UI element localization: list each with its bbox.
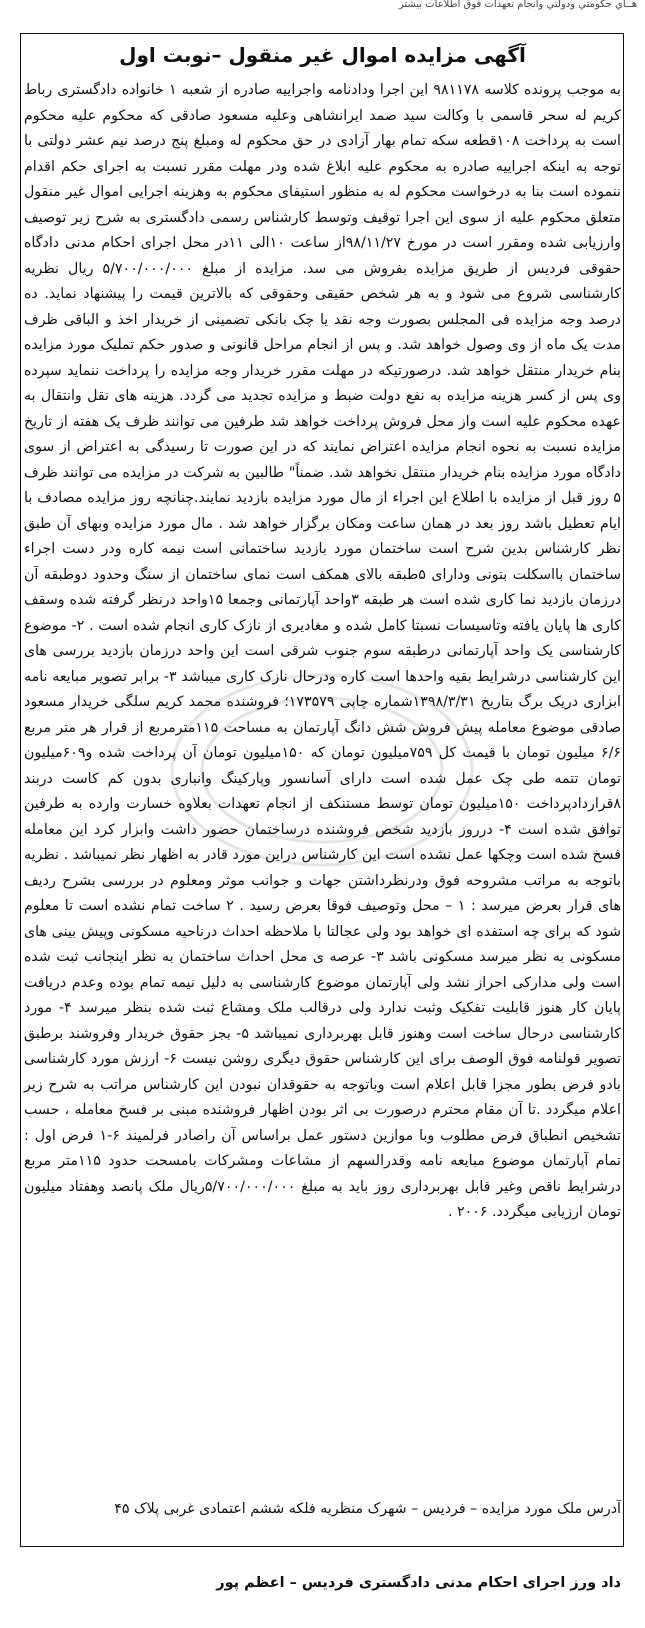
notice-title: آگهی مزایده اموال غیر منقول –نوبت اول bbox=[119, 43, 526, 67]
signature-line: داد ورز اجرای احکام مدنی دادگستری فردیس – اعظم پور bbox=[216, 1575, 621, 1591]
property-address: آدرس ملک مورد مزایده – فردیس – شهرک منظریه فلکه ششم اعتمادی غربی پلاک ۴۵ bbox=[114, 1501, 621, 1517]
notice-body: به موجب پرونده کلاسه ۹۸۱۱۷۸ این اجرا ودادنامه واجراییه صادره از شعبه ۱ خانواده دادگستری رباط کریم له سحر قاسمی با وکالت سید صمد ایرانشاهی وعلیه مسعود صادقی که محکوم علیه محکوم است به پرداخت ۱۰۸قطعه سکه تمام بهار آزادی در حق محکوم له ومبلغ پنج درصد نیم عشر دولتی با توجه به اینکه اجراییه صادره به محکوم علیه ابلاغ شده ودر مهلت مقرر نسبت به اجرای حکم اقدام ننموده است بنا به درخواست محکوم له به منظور استیفای محکوم به وهزینه اجرایی اموال غیر منقول متعلق محکوم علیه از سوی این اجرا توقیف وتوسط کارشناس رسمی دادگستری به شرح زیر توصیف وارزیابی شده ومقرر است در مورخ ۹۸/۱۱/۲۷از ساعت ۱۰الی ۱۱در محل اجرای احکام مدنی دادگاه حقوقی فردیس از طریق مزایده بفروش می سد. مزایده از مبلغ ۵/۷۰۰/۰۰۰/۰۰۰ ریال نظریه کارشناسی شروع می شود و به هر شخص حقیقی وحقوقی که بالاترین قیمت را پیشنهاد نماید. ده درصد وجه مزایده فی المجلس بصورت وجه نقد یا چک بانکی تضمینی از خریدار اخذ و الباقی ظرف مدت یک ماه از وی وصول خواهد شد. و پس از انجام مراحل قانونی و صدور حکم تملیک مورد مزایده بنام خریدار منتقل خواهد شد. درصورتیکه در مهلت مقرر خریدار وجه مزایده را پرداخت ننماید سپرده وی پس از کسر هزینه مزایده به نفع دولت ضبط و مزایده تجدید می گردد. هزینه های نقل وانتقال به عهده محکوم علیه است واز محل فروش پرداخت خواهد شد طرفین می توانند ظرف یک هفته از تاریخ مزایده نسبت به نحوه انجام مزایده اعتراض نمایند که در این صورت تا رسیدگی به اعتراض از سوی دادگاه مورد مزایده بنام خریدار منتقل نخواهد شد. ضمناً" طالبین به شرکت در مزایده می توانند ظرف ۵ روز قبل از مزایده با اطلاع این اجراء از مال مورد مزایده بازدید نمایند.چنانچه روز مزایده مصادف با ایام تعطیل باشد روز بعد در همان ساعت ومکان برگزار خواهد شد . مال مورد مزایده وبهای آن طبق نظر کارشناس بدین شرح است ساختمان مورد بازدید ساختمانی است نیمه کاره ودر دست اجراء ساختمان بااسکلت بتونی ودارای ۵طبقه بالای همکف است نمای ساختمان از سنگ وحدود دوطبقه آن درزمان بازدید نما کاری شده است هر طبقه ۳واحد آپارتمانی وجمعا ۱۵واحد درنظر گرفته شده وسقف کاری ها پایان یافته وتاسیسات نسبتا کامل شده و مغادیری از نازک کاری انجام شده است . ۲- موضوع کارشناسی یک واحد آپارتمانی درطبقه سوم جنوب شرقی است این واحد درزمان بازدید بررسی های این کارشناسی درشرایط بقیه واحدها است کاره ودرحال نازک کاری میباشد ۳- برابر تصویر مبایعه نامه ابزاری دریک برگ بتاریخ ۱۳۹۸/۳/۳۱شماره چاپی ۱۷۳۵۷۹؛ فروشنده محمد کریم سلگی خریدار مسعود صادقی موضوع معامله پیش فروش شش دانگ آپارتمان به مساحت ۱۱۵مترمربع از قرار هر متر مربع ۶/۶ میلیون تومان با قیمت کل ۷۵۹میلیون تومان که ۱۵۰میلیون تومان آن پرداخت شده و۶۰۹میلیون تومان تتمه طی چک عمل شده است دارای آسانسور وپارکینگ وانباری بدون کم کاست دربند ۸قراردادپرداخت ۱۵۰میلیون تومان توسط مستنکف از انجام تعهدات بعلاوه خسارت وارده به طرفین توافق شده است ۴- درروز بازدید شخص فروشنده درساختمان حضور داشت وابزار کرد این معامله فسخ شده است وچکها عمل نشده است این کارشناس دراین مورد قادر به اظهار نظر نمیباشد . نظریه باتوجه به مراتب مشروحه فوق ودرنظرداشتن جهات و جوانب موثر ومعلوم در بررسی بشرح ردیف های قرار بعرض میرسد : ۱ – محل وتوصیف فوقا بعرض رسید . ۲ ساخت تمام نشده است تا معلوم شود که برای چه استفده ای خواهد بود ولی عجالتا با ملاحظه احداث درناحیه مسکونی وپیش بینی های مسکونی به نظر میرسد مسکونی باشد ۳- عرصه ی محل احداث ساختمان به نظر اینجانب ثبت شده است ولی مدارکی احراز نشد ولی آپارتمان موضوع کارشناسی به دلیل نیمه تمام بوده وعدم دریافت پایان کار هنوز قابلیت تفکیک وثبت ندارد ولی درقالب ملک ومشاع ثبت شده بنظر میرسد ۴- مورد کارشناسی درحال ساخت است وهنوز قابل بهربرداری نمیباشد ۵- بجز حقوق خریدار وفروشند برطبق تصویر قولنامه فوق الوصف برای این کارشناس حقوق دیگری روشن نیست ۶- ارزش مورد کارشناسی بادو فرض بطور مجزا قابل اعلام است وباتوجه به حقوقدان نبودن این کارشناس مراتب به شرح زیر اعلام میگردد .تا آن مقام محترم درصورت بی اثر بودن اظهار فروشنده مبنی بر فسخ معامله ، حسب تشخیص انطباق فرض مطلوب وبا موازین دستور عمل براساس آن راصادر فرلمیند ۶-۱ فرض اول : تمام آپارتمان موضوع مبایعه نامه وقدرالسهم از مشاعات ومشرکات بامسحت حدود ۱۱۵متر مربع درشرایط ناقص وغیر قابل بهربرداری روز باید به مبلغ ۵/۷۰۰/۰۰۰/۰۰۰ریال ملک پانصد وهفتاد میلیون تومان ارزیابی میگردد. ۲۰۰۶ . bbox=[24, 82, 622, 1220]
cropped-header-text: هــاي حكومتي ودولتي وانجام تعهدات فوق اطلاعات بيشتر bbox=[398, 0, 637, 10]
